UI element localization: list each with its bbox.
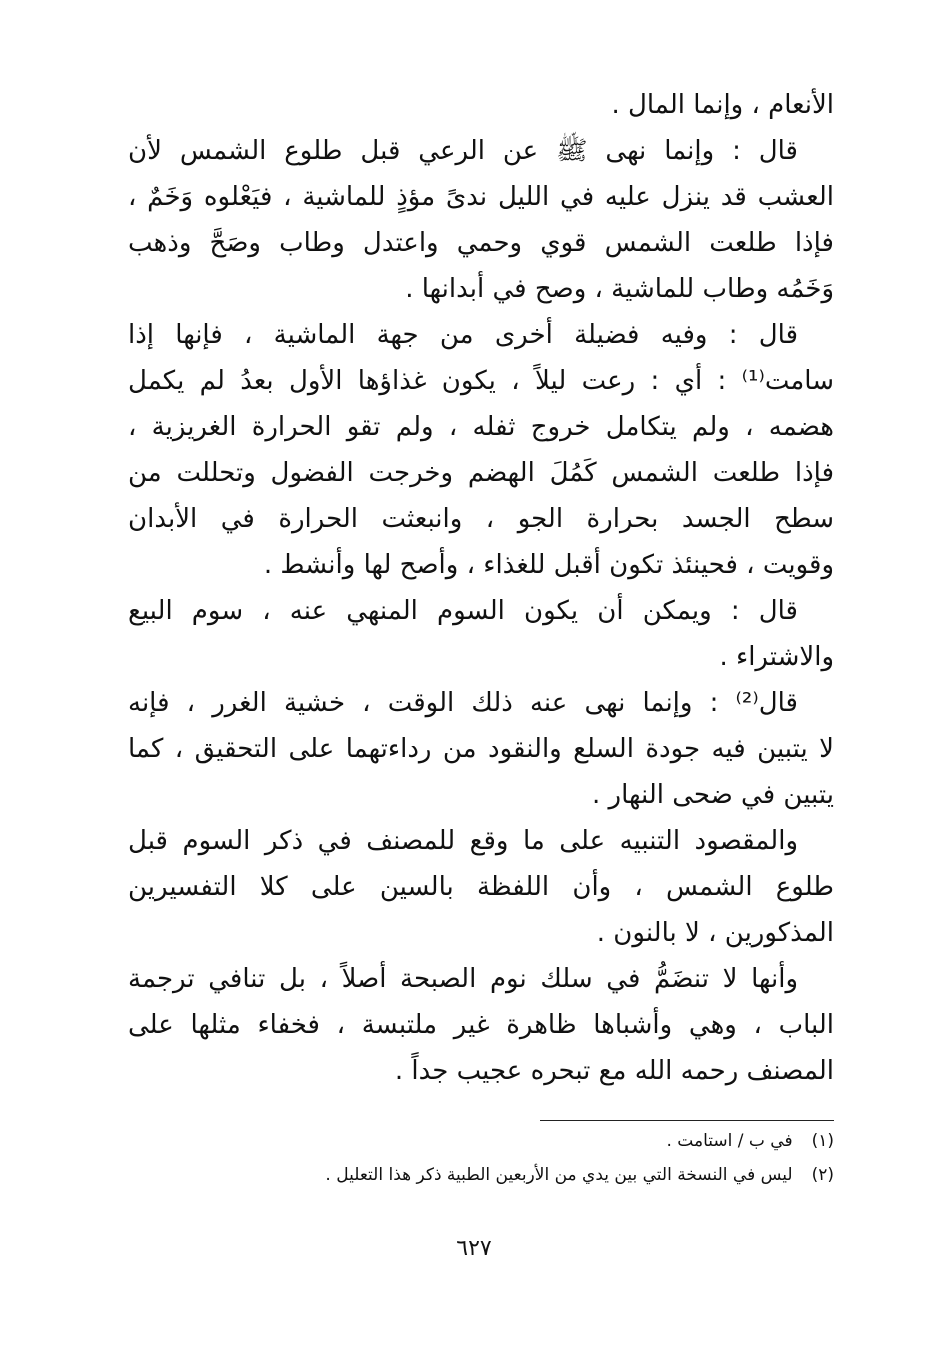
text-line: قال : ويمكن أن يكون السوم المنهي عنه ، سوم البيع <box>128 596 798 626</box>
text-line: قال⁽²⁾ : وإنما نهى عنه ذلك الوقت ، خشية الغرر ، فإنه <box>128 688 798 718</box>
text-line: فإذا طلعت الشمس قوي وحمي واعتدل وطاب وصَحَّ وذهب <box>128 228 834 258</box>
footnote-text: في ب / استامت . <box>666 1131 793 1151</box>
text-line: وأنها لا تنضَمُّ في سلك نوم الصبحة أصلاً ، بل تنافي ترجمة <box>128 964 798 994</box>
text-line: وقويت ، فحينئذ تكون أقبل للغذاء ، وأصح لها وأنشط . <box>263 550 834 580</box>
text-line: سطح الجسد بحرارة الجو ، وانبعثت الحرارة في الأبدان <box>128 504 834 534</box>
footnote-2 <box>128 1158 834 1192</box>
text-line: والاشتراء . <box>719 642 834 672</box>
footnote-text: ليس في النسخة التي بين يدي من الأربعين الطبية ذكر هذا التعليل . <box>325 1165 793 1185</box>
footnote-number: (٢) <box>811 1165 834 1185</box>
footnotes <box>128 1124 834 1192</box>
text-line: هضمه ، ولم يتكامل خروج ثفله ، ولم تقو الحرارة الغريزية ، <box>128 412 834 442</box>
text-line: الأنعام ، وإنما المال . <box>611 90 834 120</box>
footnote-divider <box>540 1120 834 1121</box>
footnote-1 <box>128 1124 834 1158</box>
text-line: قال : وفيه فضيلة أخرى من جهة الماشية ، فإنها إذا <box>128 320 798 350</box>
text-line: وَخَمُه وطاب للماشية ، وصح في أبدانها . <box>405 274 834 304</box>
text-line: المصنف رحمه الله مع تبحره عجيب جداً . <box>394 1056 834 1086</box>
text-line: الباب ، وهي وأشباها ظاهرة غير ملتبسة ، فخفاء مثلها على <box>128 1010 834 1040</box>
text-line: العشب قد ينزل عليه في الليل ندىً مؤذٍ للماشية ، فيَعْلوه وَخَمٌ ، <box>128 182 834 212</box>
text-line: لا يتبين فيه جودة السلع والنقود من رداءتهما على التحقيق ، كما <box>128 734 834 764</box>
text-line: يتبين في ضحى النهار . <box>592 780 834 810</box>
text-line: والمقصود التنبيه على ما وقع للمصنف في ذكر السوم قبل <box>128 826 798 856</box>
text-line: فإذا طلعت الشمس كَمُلَ الهضم وخرجت الفضول وتحللت من <box>128 458 834 488</box>
page-body <box>128 82 834 1094</box>
text-line: طلوع الشمس ، وأن اللفظة بالسين على كلا التفسيرين <box>128 872 834 902</box>
page-number: ٦٢٧ <box>456 1236 492 1261</box>
footnote-number: (١) <box>811 1131 834 1151</box>
text-line: قال : وإنما نهى ﷺ عن الرعي قبل طلوع الشمس لأن <box>128 136 798 166</box>
text-line: سامت⁽¹⁾ : أي : رعت ليلاً ، يكون غذاؤها الأول بعدُ لم يكمل <box>128 366 834 396</box>
text-line: المذكورين ، لا بالنون . <box>596 918 834 948</box>
